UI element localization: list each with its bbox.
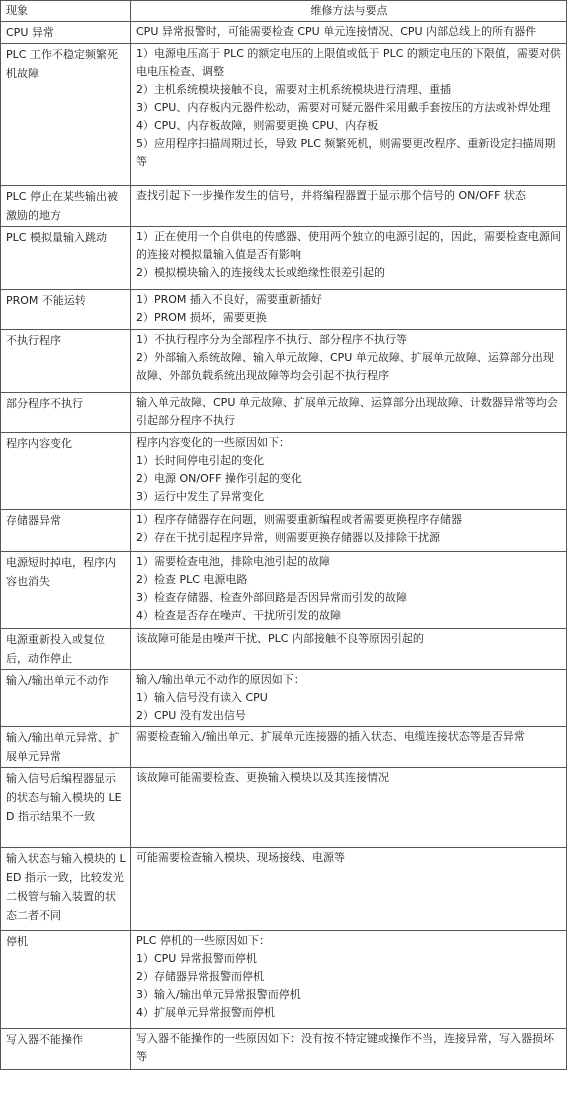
method-line: 3）输入/输出单元异常报警而停机 — [136, 988, 301, 1001]
table-row — [1, 330, 567, 393]
method-line: 1）程序存储器存在问题，则需要重新编程或者需要更换程序存储器 — [136, 513, 462, 526]
symptom-cell: 电源短时掉电，程序内容也消失 — [1, 552, 131, 629]
method-cell — [131, 22, 567, 44]
symptom-cell: 程序内容变化 — [1, 433, 131, 510]
symptom-cell: 停机 — [1, 931, 131, 1029]
method-line: 3）运行中发生了异常变化 — [136, 490, 264, 503]
method-cell — [131, 44, 567, 186]
method-line: CPU 异常报警时，可能需要检查 CPU 单元连接情况、CPU 内部总线上的所有器件 — [136, 25, 537, 38]
symptom-cell: 输入/输出单元异常、扩展单元异常 — [1, 727, 131, 768]
table-row — [1, 227, 567, 290]
method-cell — [131, 1029, 567, 1070]
table-row — [1, 186, 567, 227]
table-row — [1, 931, 567, 1029]
method-line: 4）扩展单元异常报警而停机 — [136, 1006, 275, 1019]
method-line: 查找引起下一步操作发生的信号，并将编程器置于显示那个信号的 ON/OFF 状态 — [136, 189, 526, 202]
method-line: 2）模拟模块输入的连接线太长或绝缘性很差引起的 — [136, 266, 385, 279]
symptom-cell: 电源重新投入或复位后，动作停止 — [1, 629, 131, 670]
method-line: 1）不执行程序分为全部程序不执行、部分程序不执行等 — [136, 333, 407, 346]
symptom-cell: 输入信号后编程器显示的状态与输入模块的 LED 指示结果不一致 — [1, 768, 131, 848]
table-row — [1, 552, 567, 629]
table-row — [1, 727, 567, 768]
method-line: 1）电源电压高于 PLC 的额定电压的上限值或低于 PLC 的额定电压的下限值，需要对供电电压检查、调整 — [136, 47, 561, 78]
method-line: 该故障可能需要检查、更换输入模块以及其连接情况 — [136, 771, 389, 784]
method-cell — [131, 768, 567, 848]
method-line: PLC 停机的一些原因如下： — [136, 934, 270, 947]
table-row — [1, 22, 567, 44]
symptom-cell: 存储器异常 — [1, 510, 131, 552]
table-row — [1, 433, 567, 510]
header-phenomenon: 现象 — [1, 1, 131, 22]
method-cell — [131, 552, 567, 629]
method-line: 输入单元故障、CPU 单元故障、扩展单元故障、运算部分出现故障、计数器异常等均会引起部分程序不执行 — [136, 396, 558, 427]
method-line: 2）电源 ON/OFF 操作引起的变化 — [136, 472, 302, 485]
method-line: 该故障可能是由噪声干扰、PLC 内部接触不良等原因引起的 — [136, 632, 424, 645]
method-cell — [131, 510, 567, 552]
method-line: 可能需要检查输入模块、现场接线、电源等 — [136, 851, 345, 864]
method-line: 1）需要检查电池，排除电池引起的故障 — [136, 555, 330, 568]
table-body — [1, 22, 567, 1070]
symptom-cell: CPU 异常 — [1, 22, 131, 44]
method-line: 3）检查存储器、检查外部回路是否因异常而引发的故障 — [136, 591, 407, 604]
method-cell — [131, 629, 567, 670]
method-line: 4）CPU、内存板故障，则需要更换 CPU、内存板 — [136, 119, 379, 132]
symptom-cell: PLC 工作不稳定频繁死机故障 — [1, 44, 131, 186]
method-cell — [131, 393, 567, 433]
method-line: 2）检查 PLC 电源电路 — [136, 573, 248, 586]
method-line: 1）CPU 异常报警而停机 — [136, 952, 257, 965]
symptom-cell: 不执行程序 — [1, 330, 131, 393]
table-row — [1, 629, 567, 670]
method-cell — [131, 670, 567, 727]
method-line: 4）检查是否存在噪声、干扰所引发的故障 — [136, 609, 341, 622]
method-cell — [131, 433, 567, 510]
method-line: 输入/输出单元不动作的原因如下： — [136, 673, 305, 686]
method-line: 1）正在使用一个自供电的传感器、使用两个独立的电源引起的，因此，需要检查电源间的连接对模拟量输入值是否有影响 — [136, 230, 561, 261]
method-cell — [131, 290, 567, 330]
method-line: 2）外部输入系统故障、输入单元故障、CPU 单元故障、扩展单元故障、运算部分出现故障、外部负载系统出现故障等均会引起不执行程序 — [136, 351, 554, 382]
method-line: 3）CPU、内存板内元器件松动，需要对可疑元器件采用戴手套按压的方法或补焊处理 — [136, 101, 551, 114]
symptom-cell: PLC 模拟量输入跳动 — [1, 227, 131, 290]
method-cell — [131, 227, 567, 290]
method-cell — [131, 931, 567, 1029]
symptom-cell: 输入状态与输入模块的 LED 指示一致，比较发光二极管与输入装置的状态二者不同 — [1, 848, 131, 931]
method-line: 1）长时间停电引起的变化 — [136, 454, 264, 467]
table-row — [1, 510, 567, 552]
symptom-cell: PLC 停止在某些输出被激励的地方 — [1, 186, 131, 227]
method-line: 2）PROM 损坏，需要更换 — [136, 311, 267, 324]
table-row — [1, 848, 567, 931]
method-line: 2）主机系统模块接触不良，需要对主机系统模块进行清理、重插 — [136, 83, 451, 96]
symptom-cell: 部分程序不执行 — [1, 393, 131, 433]
symptom-cell: PROM 不能运转 — [1, 290, 131, 330]
method-cell — [131, 186, 567, 227]
method-line: 需要检查输入/输出单元、扩展单元连接器的插入状态、电缆连接状态等是否异常 — [136, 730, 525, 743]
method-cell — [131, 727, 567, 768]
method-line: 写入器不能操作的一些原因如下：没有按不特定键或操作不当，连接异常，写入器损坏等 — [136, 1032, 554, 1063]
table-row — [1, 768, 567, 848]
method-line: 1）PROM 插入不良好，需要重新插好 — [136, 293, 322, 306]
method-line: 1）输入信号没有读入 CPU — [136, 691, 268, 704]
symptom-cell: 写入器不能操作 — [1, 1029, 131, 1070]
method-line: 2）存在干扰引起程序异常，则需要更换存储器以及排除干扰源 — [136, 531, 440, 544]
method-line: 程序内容变化的一些原因如下： — [136, 436, 290, 449]
header-method: 维修方法与要点 — [131, 1, 567, 22]
method-line: 2）CPU 没有发出信号 — [136, 709, 246, 722]
table-row — [1, 670, 567, 727]
table-row — [1, 1029, 567, 1070]
table-header-row — [1, 1, 567, 22]
method-cell — [131, 330, 567, 393]
symptom-cell: 输入/输出单元不动作 — [1, 670, 131, 727]
table-row — [1, 44, 567, 186]
table-row — [1, 393, 567, 433]
method-cell — [131, 848, 567, 931]
table-row — [1, 290, 567, 330]
method-line: 2）存储器异常报警而停机 — [136, 970, 264, 983]
method-line: 5）应用程序扫描周期过长，导致 PLC 频繁死机，则需要更改程序、重新设定扫描周期等 — [136, 137, 556, 168]
